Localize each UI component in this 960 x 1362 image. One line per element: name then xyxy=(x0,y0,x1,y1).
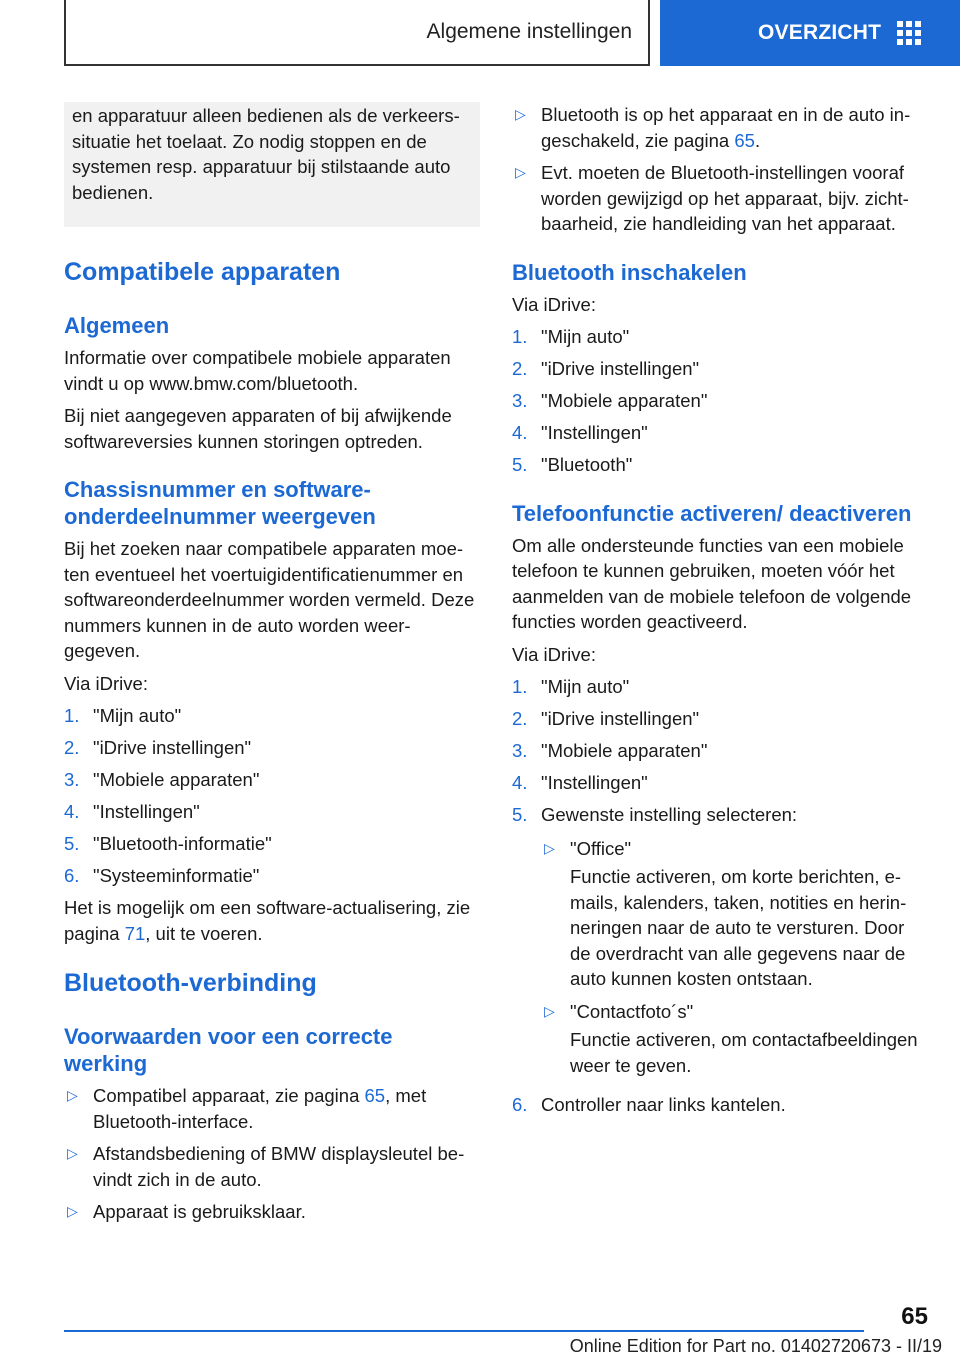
page-link-71[interactable]: 71 xyxy=(124,922,146,944)
paragraph-algemeen-2: Bij niet aangegeven apparaten of bij afwijkende softwareversies kunnen storingen optreden. xyxy=(64,405,452,452)
list-item: 3. "Mobiele apparaten" xyxy=(64,769,260,790)
list-item: 4. "Instellingen" xyxy=(512,772,648,793)
list-item: 4. "Instellingen" xyxy=(64,801,200,822)
triangle-bullet-icon: ▷ xyxy=(67,1203,78,1219)
list-item: 1. "Mijn auto" xyxy=(512,326,630,347)
via-idrive-label: Via iDrive: xyxy=(512,293,596,315)
triangle-bullet-icon: ▷ xyxy=(515,164,526,180)
paragraph-chassisnummer: Bij het zoeken naar compatibele apparaten moeten eventueel het voertuigidentificatienummer en softwareonderdeelnummer worden vermeld. Deze nummers kunnen in de auto worden weergegeven. xyxy=(64,538,475,661)
setting-options-list xyxy=(541,836,924,1079)
list-item: 1. "Mijn auto" xyxy=(64,705,182,726)
list-item: 2. "iDrive instellingen" xyxy=(512,358,700,379)
overview-button[interactable] xyxy=(660,0,960,66)
list-item: 2. "iDrive instellingen" xyxy=(512,708,700,729)
list-item: ▷ Bluetooth is op het apparaat en in de auto ingeschakeld, zie pagina 65. xyxy=(512,102,924,153)
heading-bluetooth-inschakelen: Bluetooth inschakelen xyxy=(512,259,747,285)
grid-menu-icon xyxy=(897,21,921,45)
triangle-bullet-icon: ▷ xyxy=(515,106,526,122)
list-item: 3. "Mobiele apparaten" xyxy=(512,740,708,761)
section-title xyxy=(64,0,650,66)
page-number: 65 xyxy=(901,1303,928,1330)
page-footer xyxy=(0,1300,960,1362)
heading-algemeen: Algemeen xyxy=(64,313,170,338)
paragraph-algemeen-1: Informatie over compatibele mobiele apparaten vindt u op www.bmw.com/bluetooth. xyxy=(64,347,451,394)
list-item: 5. Gewenste instelling selecteren: ▷ "Office" Functie activeren, om korte berichten, e-mails, kalenders, taken, notities en herinneringen naar de auto te versturen. Door de overdracht van alle gegevens naar de auto kunnen kosten ontstaan. ▷ "Contactfoto´s" Functie activeren, om contactafbeeldingen weer te geven. xyxy=(512,802,924,1085)
triangle-bullet-icon: ▷ xyxy=(544,1002,555,1019)
page-link-65[interactable]: 65 xyxy=(364,1085,386,1106)
heading-telefoonfunctie: Telefoonfunctie activeren/ deactiveren xyxy=(512,500,912,526)
conditions-list xyxy=(64,1083,480,1225)
list-item: ▷ "Contactfoto´s" Functie activeren, om contactafbeeldingen weer te geven. xyxy=(541,999,924,1079)
page-header xyxy=(0,0,960,66)
bluetooth-steps-list xyxy=(512,324,924,478)
list-item: 2. "iDrive instellingen" xyxy=(64,737,252,758)
right-column xyxy=(512,102,924,1124)
list-item: ▷ Evt. moeten de Bluetooth-instellingen vooraf worden gewijzigd op het apparaat, bijv. zichtbaarheid, zie handleiding van het apparaat. xyxy=(512,160,924,237)
paragraph-software-update: Het is mogelijk om een software-actualisering, zie pagina 71, uit te voeren. xyxy=(64,897,471,944)
list-item: 4. "Instellingen" xyxy=(512,422,648,443)
list-item: ▷ Apparaat is gebruiksklaar. xyxy=(64,1199,480,1225)
triangle-bullet-icon: ▷ xyxy=(67,1087,78,1103)
note-box xyxy=(64,102,480,227)
heading-chassisnummer: Chassisnummer en softwareonderdeelnummer weergeven xyxy=(64,477,376,529)
list-item: 5. "Bluetooth" xyxy=(512,454,633,475)
triangle-bullet-icon: ▷ xyxy=(67,1145,78,1161)
edition-text: Online Edition for Part no. 01402720673 - II/19 xyxy=(569,1336,942,1356)
idrive-steps-list xyxy=(64,703,480,889)
list-item: 6. "Systeeminformatie" xyxy=(64,865,260,886)
overview-label: OVERZICHT xyxy=(758,21,882,44)
via-idrive-label: Via iDrive: xyxy=(64,672,148,694)
list-item: 6. Controller naar links kantelen. xyxy=(512,1093,786,1115)
footer-divider xyxy=(64,1330,864,1332)
list-item: ▷ Compatibel apparaat, zie pagina 65, met Bluetooth-interface. xyxy=(64,1083,480,1134)
list-item: 5. "Bluetooth-informatie" xyxy=(64,833,272,854)
list-item: ▷ "Office" Functie activeren, om korte berichten, e-mails, kalenders, taken, notities en herinneringen naar de auto te versturen. Door de overdracht van alle gegevens naar de auto kunnen kosten ontstaan. xyxy=(541,836,924,992)
section-title-text: Algemene instellingen xyxy=(426,20,632,43)
page-link-65[interactable]: 65 xyxy=(734,129,755,151)
paragraph-telefoonfunctie: Om alle ondersteunde functies van een mobiele telefoon te kunnen gebruiken, moeten vóór het aanmelden van de mobiele telefoon de volgende functies worden geactiveerd. xyxy=(512,534,912,632)
note-text: en apparatuur alleen bedienen als de verkeerssituatie het toelaat. Zo nodig stoppen en de systemen resp. apparatuur bij stilstaande auto bedienen. xyxy=(72,105,460,203)
triangle-bullet-icon: ▷ xyxy=(544,839,555,856)
left-column xyxy=(64,102,480,1232)
phone-function-steps-list xyxy=(512,674,924,1117)
heading-compatibele-apparaten: Compatibele apparaten xyxy=(64,258,341,286)
conditions-list-continued xyxy=(512,102,924,237)
heading-voorwaarden: Voorwaarden voor een correcte werking xyxy=(64,1024,393,1076)
heading-bluetooth-verbinding: Bluetooth-verbinding xyxy=(64,969,317,997)
via-idrive-label: Via iDrive: xyxy=(512,643,596,665)
list-item: 3. "Mobiele apparaten" xyxy=(512,390,708,411)
list-item: ▷ Afstandsbediening of BMW displaysleutel bevindt zich in de auto. xyxy=(64,1141,480,1192)
list-item: 1. "Mijn auto" xyxy=(512,676,630,697)
